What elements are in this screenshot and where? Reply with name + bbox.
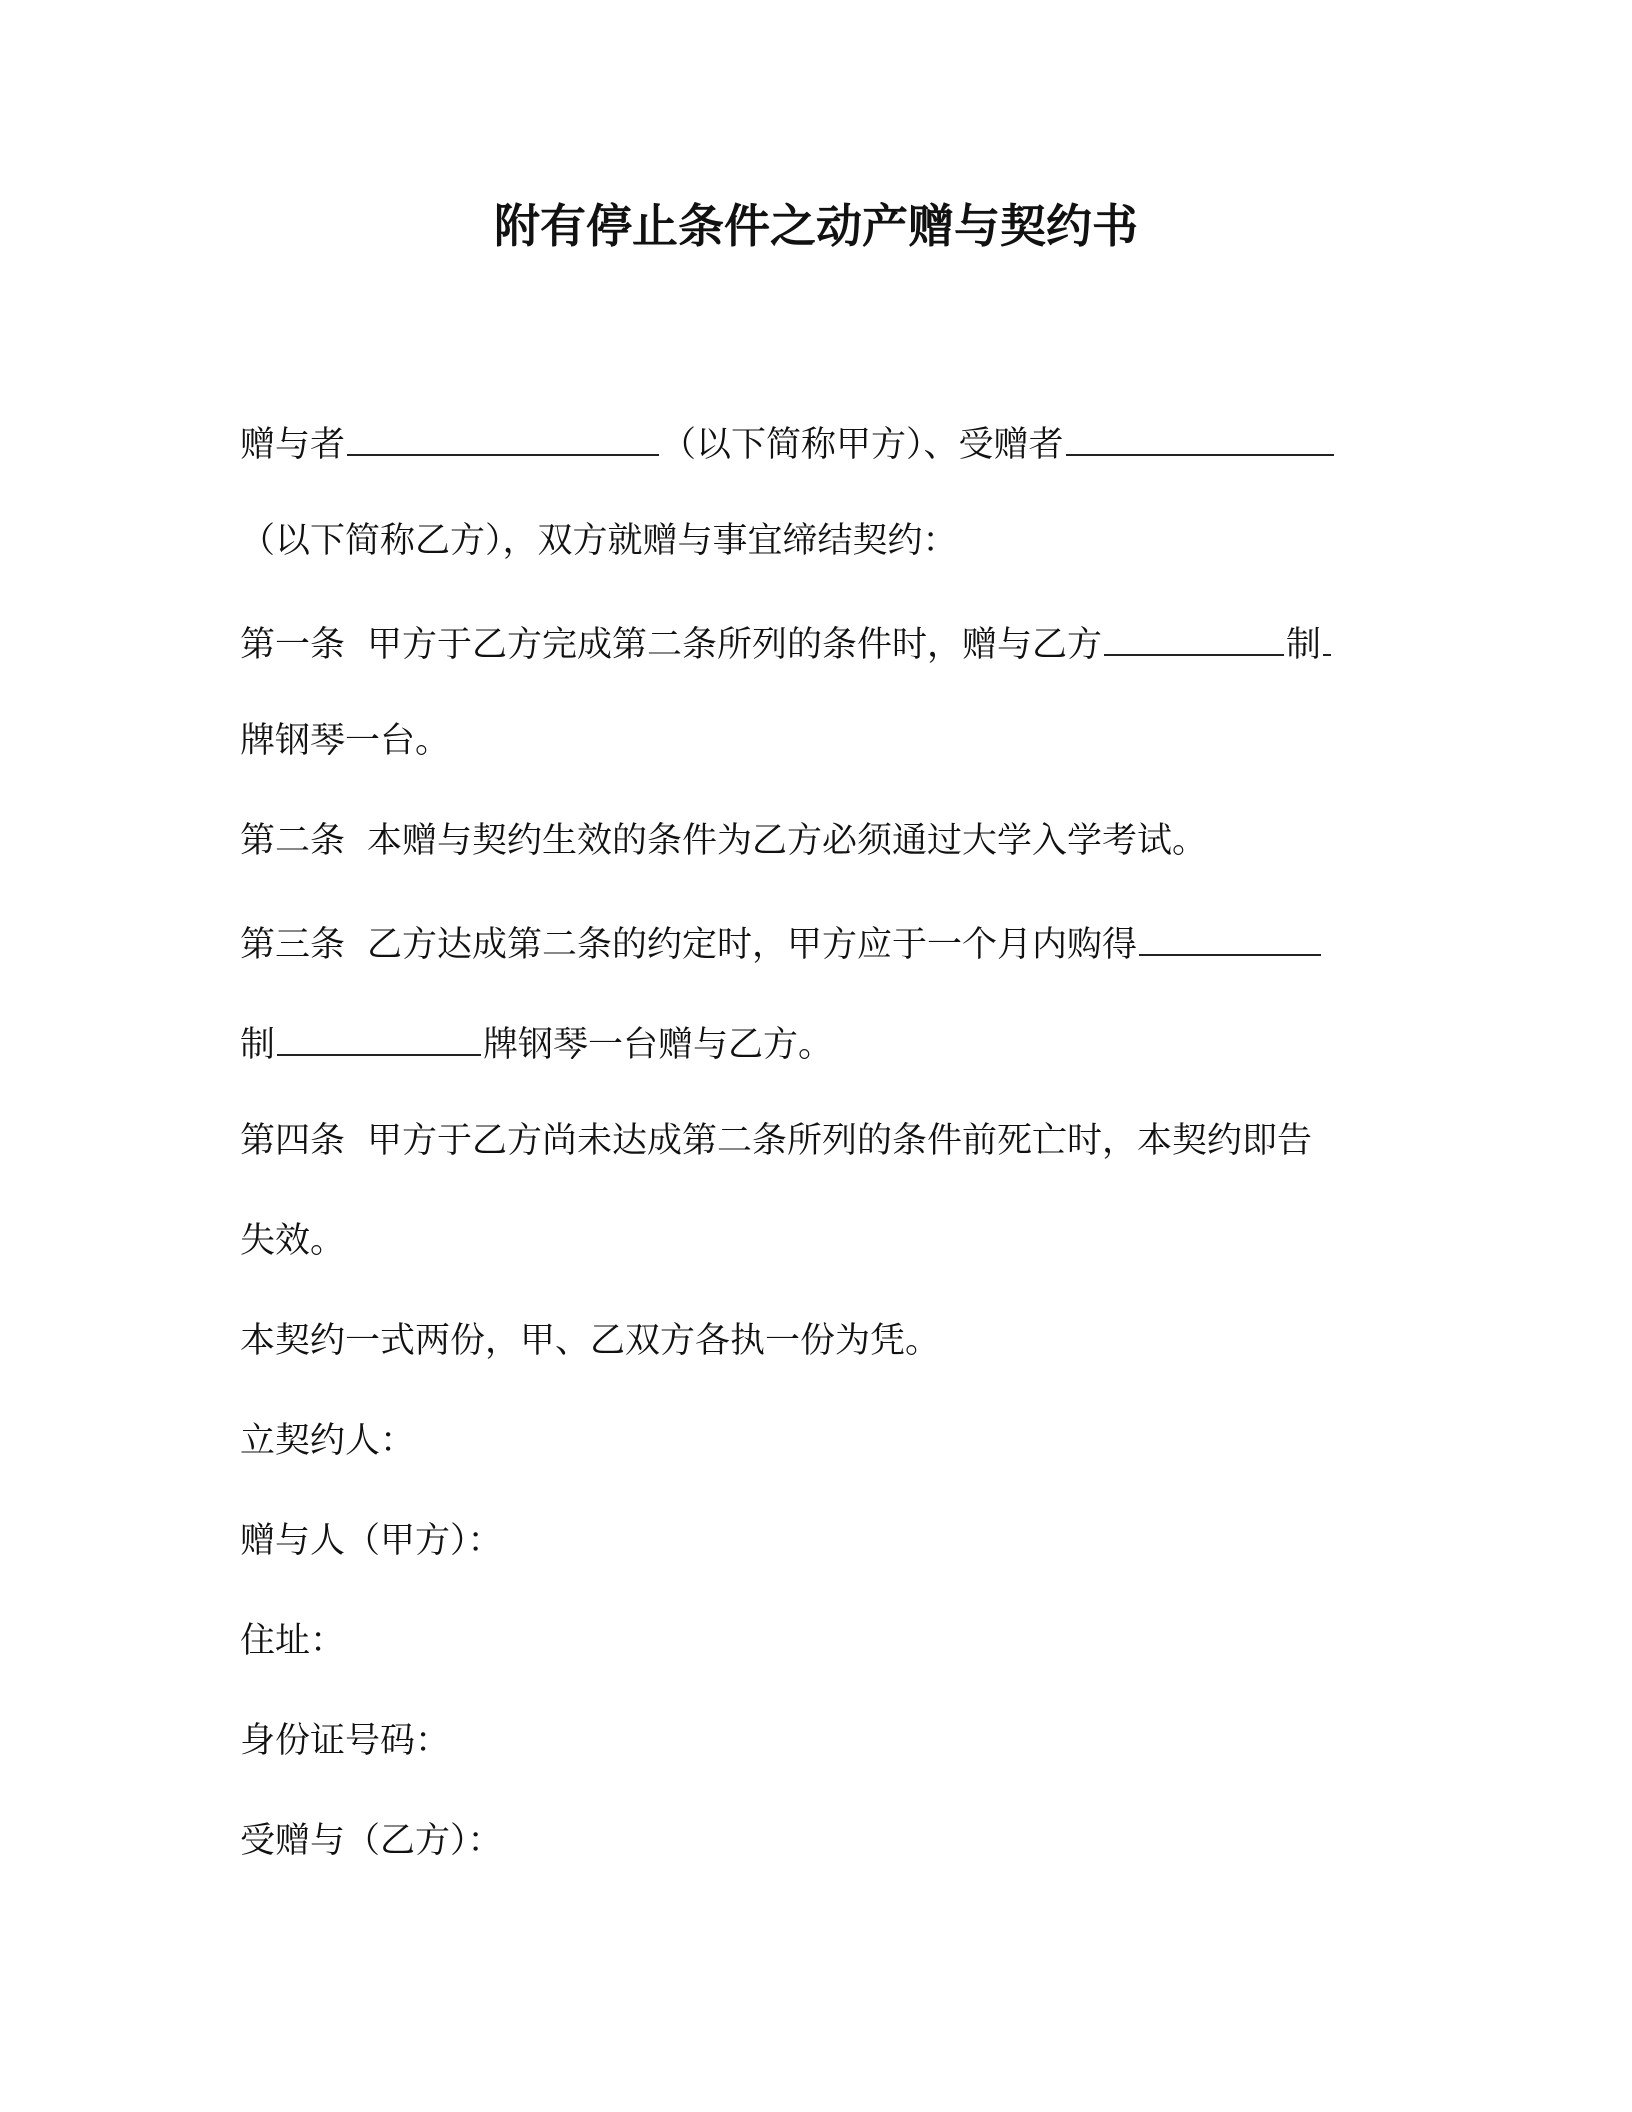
article-3-brand-blank[interactable] (277, 1016, 481, 1056)
donee-name-blank[interactable] (1066, 416, 1334, 456)
article-4-text-a: 甲方于乙方尚未达成第二条所列的条件前死亡时，本契约即告 (367, 1121, 1313, 1161)
article-3-text-a: 乙方达成第二条的约定时，甲方应于一个月内购得 (367, 925, 1138, 965)
article-1-text-b: 制 (1286, 625, 1322, 665)
document-title: 附有停止条件之动产赠与契约书 (494, 199, 1138, 253)
article-1-brand-blank[interactable] (1104, 616, 1284, 656)
article-4-line-2 (240, 1216, 345, 1266)
preamble-line-2 (240, 516, 958, 566)
article-4-heading: 第四条 (240, 1121, 346, 1161)
article-1-text-c: 牌钢琴一台。 (240, 721, 451, 761)
address-label: 住址： (240, 1621, 346, 1661)
id-number-line (240, 1716, 450, 1766)
article-3-maker-blank[interactable] (1139, 916, 1321, 956)
signatories-heading: 立契约人： (240, 1421, 416, 1461)
address-line (240, 1616, 345, 1666)
article-2-text: 本赠与契约生效的条件为乙方必须通过大学入学考试。 (367, 821, 1208, 861)
donee-signature-line (240, 1816, 503, 1866)
donor-signature-label: 赠与人（甲方）： (240, 1521, 503, 1561)
donor-signature-line (240, 1516, 503, 1566)
copies-text: 本契约一式两份，甲、乙双方各执一份为凭。 (240, 1321, 941, 1361)
article-2-heading: 第二条 (240, 821, 346, 861)
article-1-heading: 第一条 (240, 625, 346, 665)
donor-suffix: （以下简称甲方）、受赠者 (661, 425, 1064, 465)
donor-name-blank[interactable] (347, 416, 659, 456)
copies-clause (240, 1316, 940, 1366)
article-3-line-2 (240, 1016, 833, 1066)
article-3-line-1 (240, 916, 1323, 966)
article-4-text-b: 失效。 (240, 1221, 346, 1261)
article-3-text-b: 制 (240, 1025, 276, 1065)
article-2-line-1 (240, 816, 1207, 866)
article-1-line-1 (240, 616, 1333, 666)
article-3-heading: 第三条 (240, 925, 346, 965)
signatories-heading-line (240, 1416, 415, 1466)
preamble-line-1 (240, 416, 1336, 466)
article-1-text-a: 甲方于乙方完成第二条所列的条件时，赠与乙方 (367, 625, 1103, 665)
article-1-line-2 (240, 716, 450, 766)
article-3-text-c: 牌钢琴一台赠与乙方。 (483, 1025, 834, 1065)
article-4-line-1 (240, 1116, 1312, 1166)
donor-label: 赠与者 (240, 425, 346, 465)
article-1-tail-blank (1323, 616, 1331, 656)
donee-suffix: （以下简称乙方），双方就赠与事宜缔结契约： (240, 521, 958, 561)
donee-signature-label: 受赠与（乙方）： (240, 1821, 503, 1861)
id-number-label: 身份证号码： (240, 1721, 451, 1761)
